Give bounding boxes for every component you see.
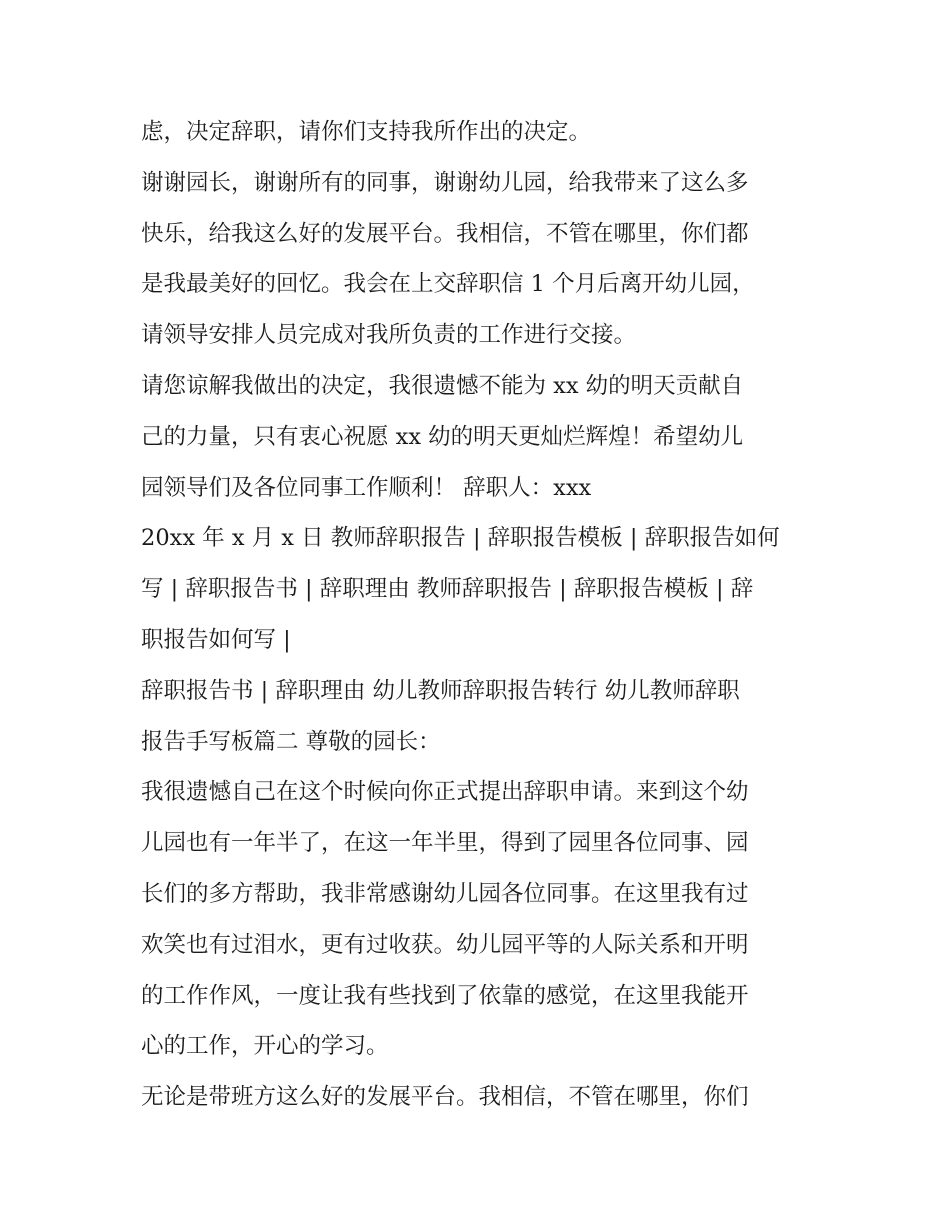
text-line: 职报告如何写 | bbox=[141, 626, 291, 653]
document-body bbox=[141, 107, 821, 1123]
text-line: 无论是带班方这么好的发展平台。我相信，不管在哪里，你们 bbox=[141, 1084, 749, 1111]
text-line: 我很遗憾自己在这个时候向你正式提出辞职申请。来到这个幼 bbox=[141, 779, 749, 806]
text-line: 20xx 年 x 月 x 日 教师辞职报告 | 辞职报告模板 | 辞职报告如何 bbox=[141, 525, 780, 552]
text-line: 请您谅解我做出的决定，我很遗憾不能为 xx 幼的明天贡献自 bbox=[141, 372, 744, 399]
text-line: 虑，决定辞职，请你们支持我所作出的决定。 bbox=[141, 119, 592, 145]
text-line: 欢笑也有过泪水，更有过收获。幼儿园平等的人际关系和开明 bbox=[141, 931, 749, 958]
text-line: 己的力量，只有衷心祝愿 xx 幼的明天更灿烂辉煌！希望幼儿 bbox=[141, 423, 744, 450]
text-line: 谢谢园长，谢谢所有的同事，谢谢幼儿园，给我带来了这么多 bbox=[141, 169, 749, 196]
text-line: 心的工作，开心的学习。 bbox=[141, 1033, 389, 1060]
text-line: 儿园也有一年半了，在这一年半里，得到了园里各位同事、园 bbox=[141, 830, 749, 857]
text-line: 快乐，给我这么好的发展平台。我相信，不管在哪里，你们都 bbox=[141, 220, 749, 247]
text-line: 是我最美好的回忆。我会在上交辞职信 1 个月后离开幼儿园， bbox=[141, 271, 755, 298]
text-line: 报告手写板篇二 尊敬的园长： bbox=[141, 728, 441, 755]
text-line: 辞职报告书 | 辞职理由 幼儿教师辞职报告转行 幼儿教师辞职 bbox=[141, 677, 740, 704]
text-line: 园领导们及各位同事工作顺利！ 辞职人：xxx bbox=[141, 474, 592, 501]
text-line: 写 | 辞职报告书 | 辞职理由 教师辞职报告 | 辞职报告模板 | 辞 bbox=[141, 576, 754, 603]
text-line: 请领导安排人员完成对我所负责的工作进行交接。 bbox=[141, 322, 637, 349]
text-line: 的工作作风，一度让我有些找到了依靠的感觉，在这里我能开 bbox=[141, 982, 749, 1009]
text-line: 长们的多方帮助，我非常感谢幼儿园各位同事。在这里我有过 bbox=[141, 880, 749, 907]
